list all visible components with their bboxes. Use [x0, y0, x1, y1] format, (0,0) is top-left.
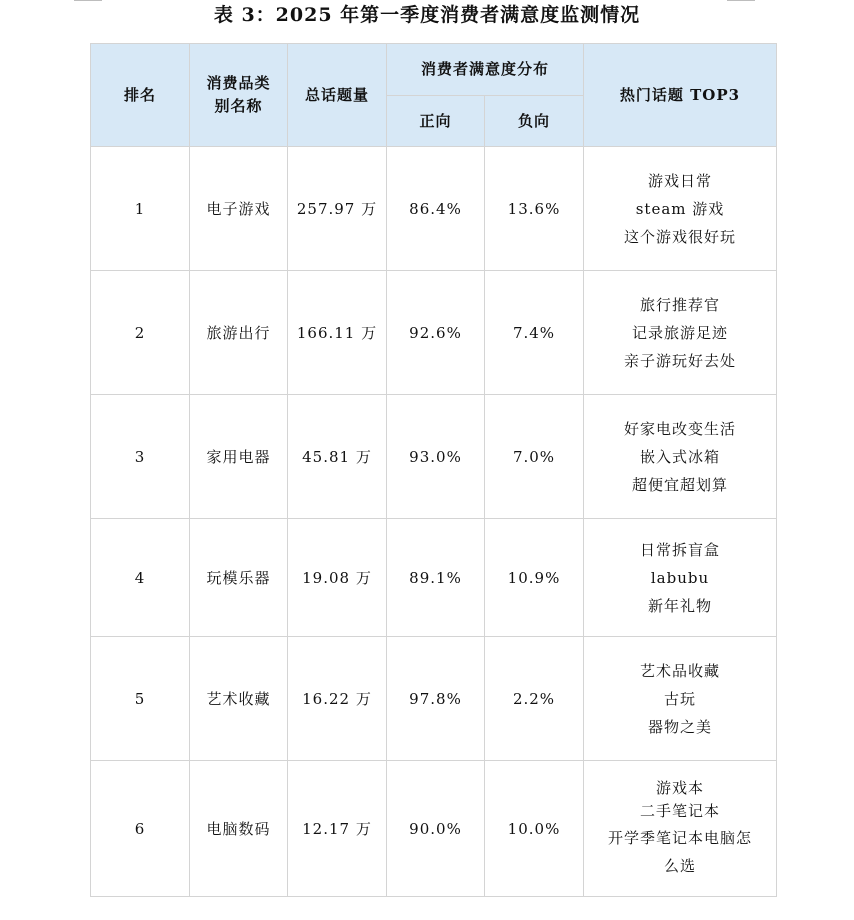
- hot-topics-list: [584, 778, 776, 880]
- rank-cell: 2: [91, 271, 190, 395]
- total-topics-cell: 19.08 万: [288, 519, 387, 637]
- table-row: [91, 271, 777, 395]
- hot-topics-cell: [584, 271, 777, 395]
- rank-cell: 5: [91, 637, 190, 761]
- hot-topic: 游戏本: [656, 778, 705, 797]
- rank-cell: 1: [91, 147, 190, 271]
- header-satisfaction-distribution: 消费者满意度分布: [387, 44, 584, 96]
- header-hot-topics: 热门话题 TOP3: [584, 44, 777, 147]
- hot-topics-cell: [584, 395, 777, 519]
- hot-topic: 亲子游玩好去处: [624, 351, 737, 370]
- top-edge-line-left: [74, 0, 102, 1]
- positive-cell: 93.0%: [387, 395, 485, 519]
- hot-topics-cell: [584, 637, 777, 761]
- hot-topics-list: [584, 661, 776, 737]
- negative-cell: 7.0%: [485, 395, 584, 519]
- positive-cell: 90.0%: [387, 761, 485, 897]
- top-edge-line-right: [727, 0, 755, 1]
- negative-cell: 13.6%: [485, 147, 584, 271]
- positive-cell: 97.8%: [387, 637, 485, 761]
- total-topics-cell: 12.17 万: [288, 761, 387, 897]
- total-topics-cell: 257.97 万: [288, 147, 387, 271]
- category-cell: 艺术收藏: [190, 637, 288, 761]
- total-topics-cell: 45.81 万: [288, 395, 387, 519]
- header-rank: 排名: [91, 44, 190, 147]
- hot-topics-list: [584, 171, 776, 247]
- rank-cell: 6: [91, 761, 190, 897]
- negative-cell: 2.2%: [485, 637, 584, 761]
- table-title: 表 3：2025 年第一季度消费者满意度监测情况: [213, 4, 641, 26]
- positive-cell: 92.6%: [387, 271, 485, 395]
- positive-cell: 86.4%: [387, 147, 485, 271]
- category-cell: 玩模乐器: [190, 519, 288, 637]
- hot-topic: 艺术品收藏: [640, 661, 721, 680]
- negative-cell: 7.4%: [485, 271, 584, 395]
- table-row: [91, 519, 777, 637]
- hot-topic: steam 游戏: [635, 199, 725, 218]
- hot-topics-list: [584, 540, 776, 616]
- table-row: [91, 395, 777, 519]
- table-row: [91, 761, 777, 897]
- category-cell: 旅游出行: [190, 271, 288, 395]
- hot-topic: 日常拆盲盒: [640, 540, 721, 559]
- category-cell: 电子游戏: [190, 147, 288, 271]
- hot-topic: 游戏日常: [648, 171, 713, 190]
- hot-topic: 记录旅游足迹: [632, 323, 729, 342]
- hot-topic: 二手笔记本: [640, 801, 721, 820]
- rank-cell: 4: [91, 519, 190, 637]
- hot-topic: 超便宜超划算: [632, 475, 729, 494]
- hot-topics-list: [584, 419, 776, 495]
- hot-topic: labubu: [650, 568, 710, 587]
- hot-topic: 好家电改变生活: [624, 419, 737, 438]
- table-row: [91, 147, 777, 271]
- total-topics-cell: 16.22 万: [288, 637, 387, 761]
- hot-topic: 古玩: [664, 689, 697, 708]
- header-category: 消费品类 别名称: [190, 44, 288, 147]
- hot-topic: 这个游戏很好玩: [624, 227, 737, 246]
- total-topics-cell: 166.11 万: [288, 271, 387, 395]
- rank-cell: 3: [91, 395, 190, 519]
- hot-topics-cell: [584, 761, 777, 897]
- table-row: [91, 637, 777, 761]
- hot-topic: 旅行推荐官: [640, 295, 721, 314]
- header-negative: 负向: [485, 96, 584, 147]
- positive-cell: 89.1%: [387, 519, 485, 637]
- hot-topic: 嵌入式冰箱: [640, 447, 721, 466]
- category-cell: 电脑数码: [190, 761, 288, 897]
- category-cell: 家用电器: [190, 395, 288, 519]
- satisfaction-table: [90, 43, 777, 897]
- hot-topic: 新年礼物: [648, 596, 713, 615]
- header-total-topics: 总话题量: [288, 44, 387, 147]
- hot-topics-list: [584, 295, 776, 371]
- negative-cell: 10.9%: [485, 519, 584, 637]
- negative-cell: 10.0%: [485, 761, 584, 897]
- hot-topic: 开学季笔记本电脑怎 么选: [608, 828, 753, 875]
- header-positive: 正向: [387, 96, 485, 147]
- hot-topics-cell: [584, 147, 777, 271]
- hot-topic: 器物之美: [648, 717, 713, 736]
- hot-topics-cell: [584, 519, 777, 637]
